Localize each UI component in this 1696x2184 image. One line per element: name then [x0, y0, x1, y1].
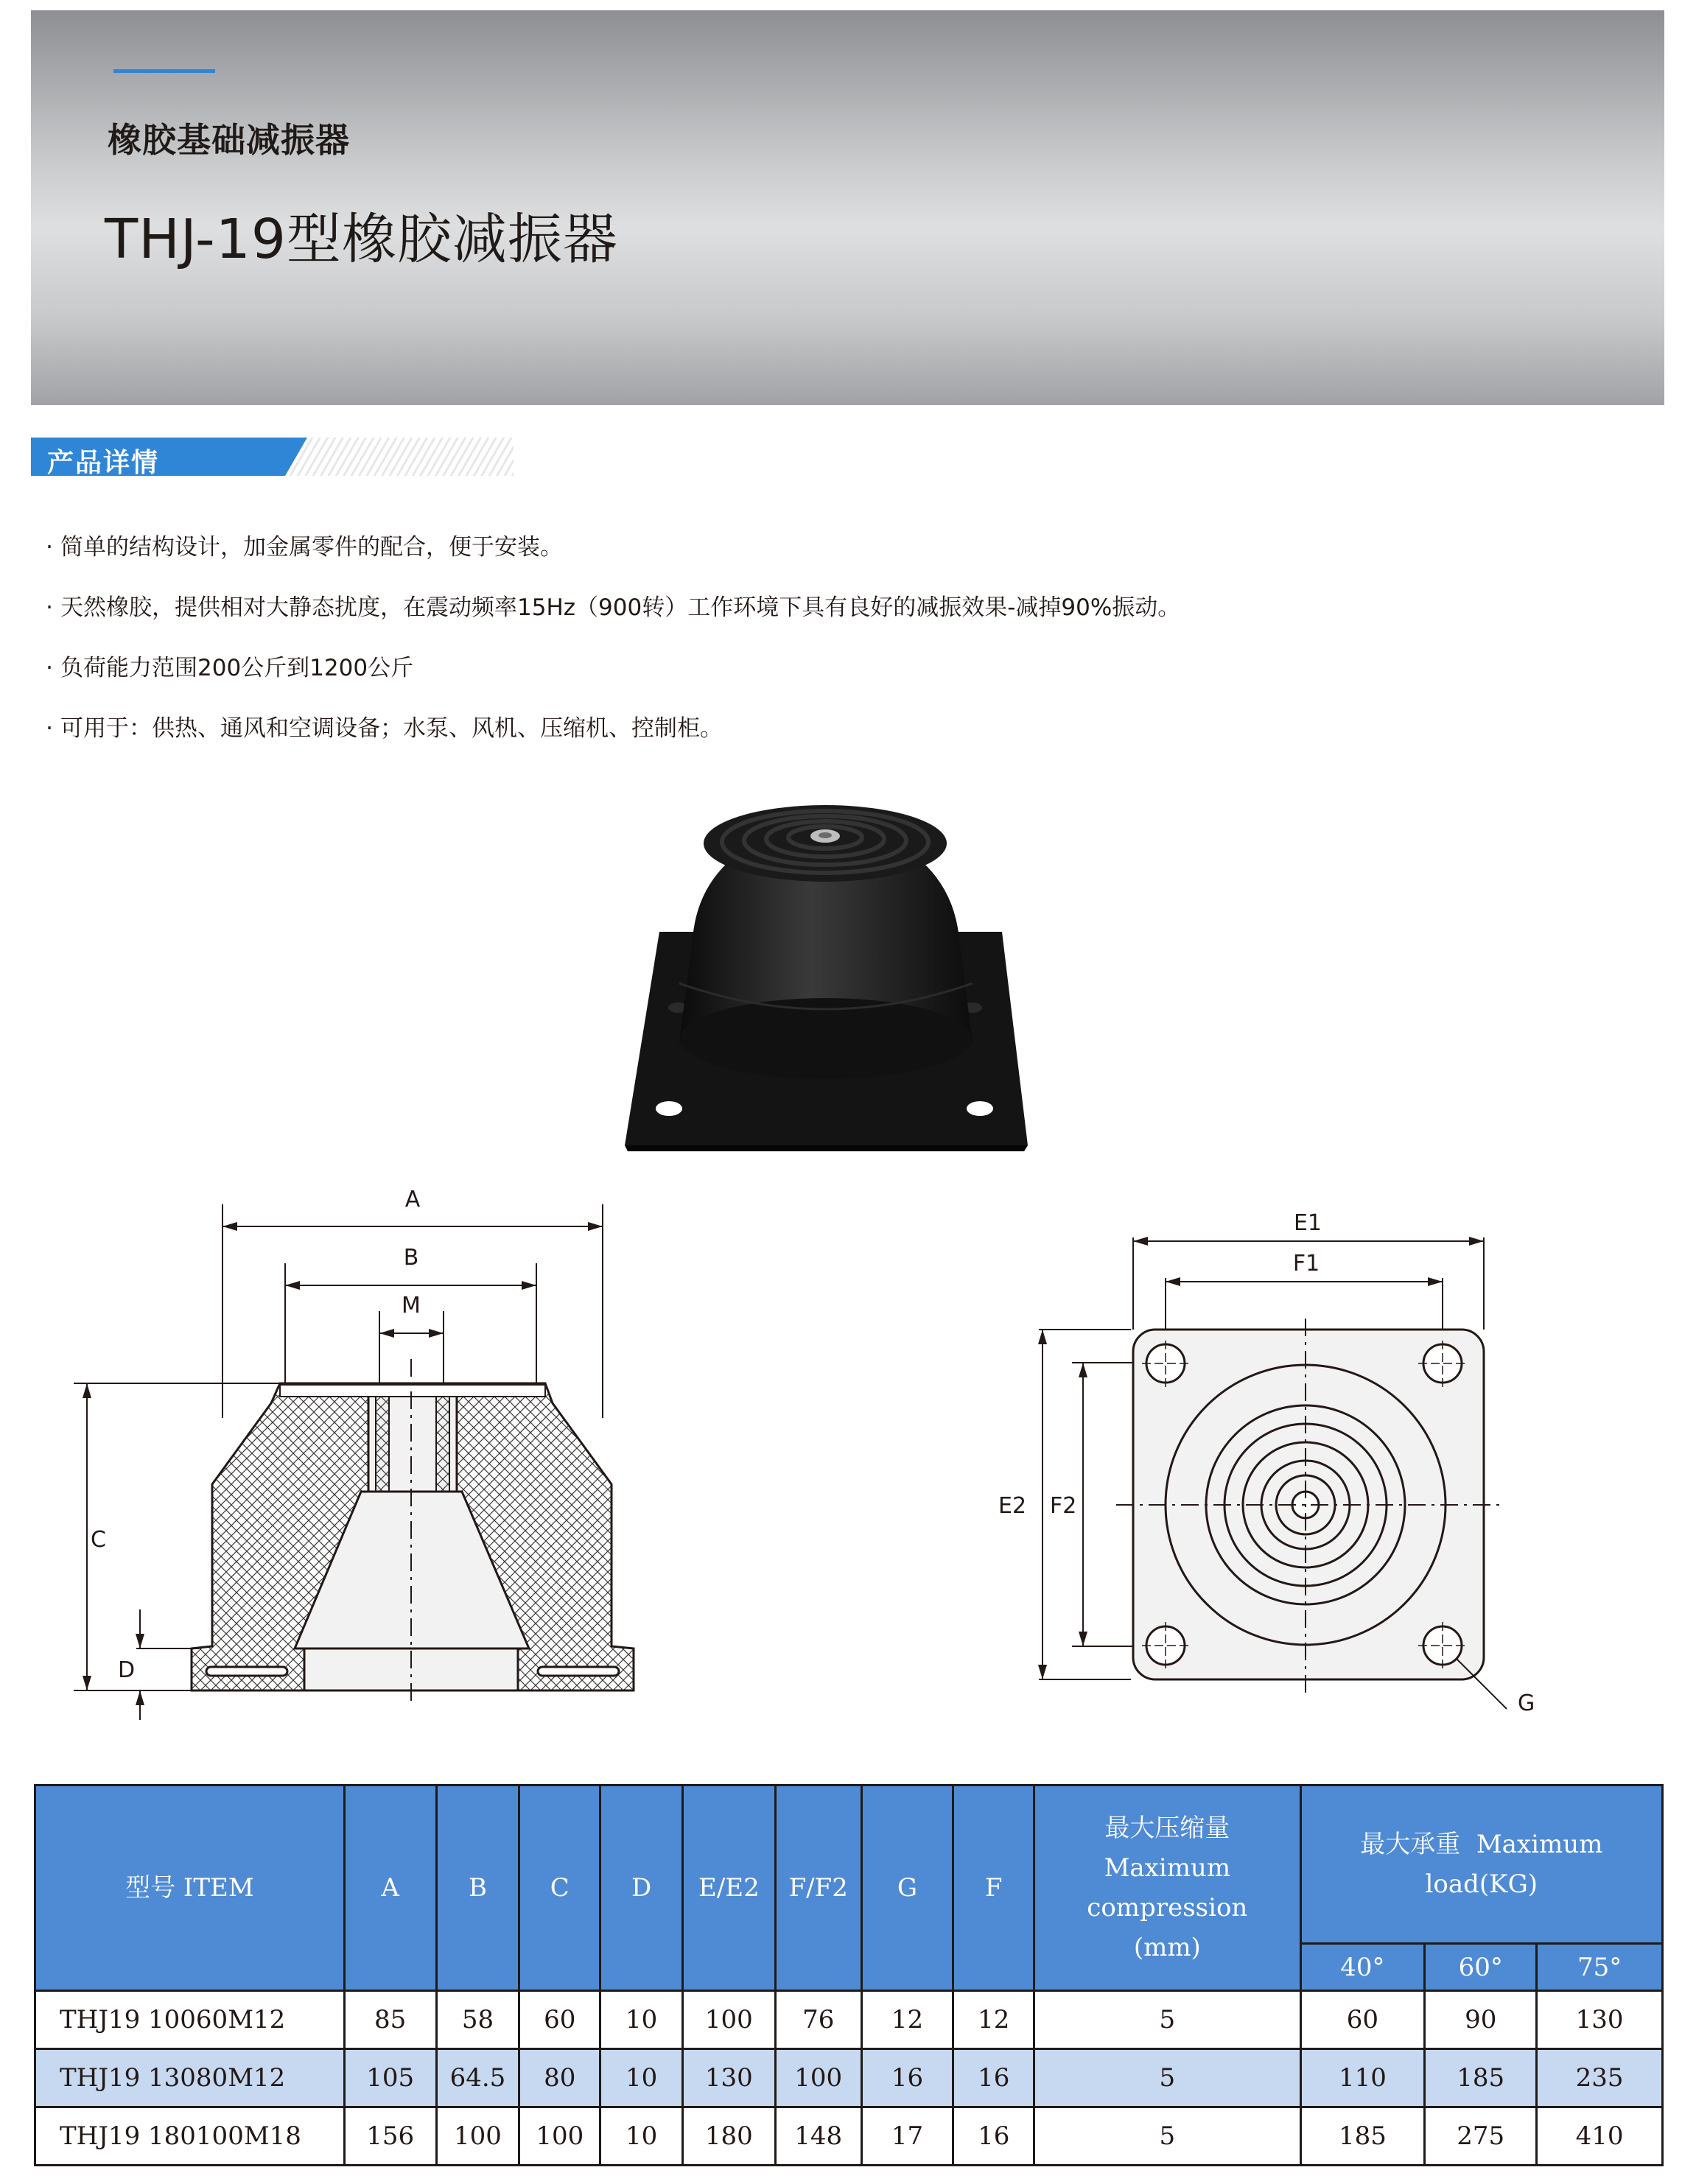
header-f-f2: F/F2 — [775, 1786, 861, 1991]
table-row: THJ19 10060M12 85 58 60 10 100 76 12 12 5 60 90 130 — [35, 1991, 1663, 2049]
accent-line — [113, 69, 215, 73]
dim-label-d: D — [118, 1657, 136, 1683]
dim-label-m: M — [402, 1293, 421, 1319]
header-item: 型号 ITEM — [35, 1786, 345, 1991]
header-load-60: 60° — [1425, 1944, 1537, 1991]
feature-item: · 负荷能力范围200公斤到1200公斤 — [38, 651, 1180, 712]
header-c: C — [519, 1786, 600, 1991]
dim-label-e2: E2 — [998, 1493, 1027, 1519]
dim-label-g: G — [1518, 1690, 1535, 1716]
header-max-load: 最大承重 Maximum load(KG) — [1300, 1786, 1662, 1944]
category-title: 橡胶基础减振器 — [108, 120, 350, 160]
section-drawing — [66, 1175, 656, 1720]
top-view-drawing — [998, 1208, 1558, 1738]
bullet-icon: · — [46, 715, 53, 742]
header-banner — [31, 10, 1664, 405]
section-tab-label: 产品详情 — [47, 448, 160, 478]
header-load-75: 75° — [1537, 1944, 1663, 1991]
table-row: THJ19 180100M18 156 100 100 10 180 148 17 16 5 185 275 410 — [35, 2107, 1663, 2166]
feature-list — [38, 530, 1180, 772]
bullet-icon: · — [46, 594, 53, 621]
dim-label-e1: E1 — [1293, 1210, 1322, 1236]
header-e-e2: E/E2 — [682, 1786, 775, 1991]
header-g: G — [861, 1786, 953, 1991]
dim-label-c: C — [91, 1527, 106, 1553]
dim-label-f2: F2 — [1050, 1493, 1077, 1519]
header-d: D — [600, 1786, 683, 1991]
dim-label-a: A — [404, 1187, 421, 1212]
header-f: F — [953, 1786, 1034, 1991]
header-max-compression: 最大压缩量 Maximum compression (mm) — [1034, 1786, 1300, 1991]
section-tab-product-details — [31, 438, 514, 476]
feature-item: · 天然橡胶，提供相对大静态扰度，在震动频率15Hz（900转）工作环境下具有良好的减振效果-减掉90%振动。 — [38, 591, 1180, 651]
table-row: THJ19 13080M12 105 64.5 80 10 130 100 16 16 5 110 185 235 — [35, 2049, 1663, 2107]
bullet-icon: · — [46, 655, 53, 681]
dim-label-b: B — [403, 1245, 419, 1271]
feature-item: · 简单的结构设计，加金属零件的配合，便于安装。 — [38, 530, 1180, 591]
bullet-icon: · — [46, 534, 53, 561]
header-b: B — [436, 1786, 519, 1991]
spec-table — [34, 1784, 1664, 2166]
header-load-40: 40° — [1300, 1944, 1425, 1991]
product-title: THJ-19型橡胶减振器 — [105, 208, 618, 271]
header-a: A — [344, 1786, 436, 1991]
dim-label-f1: F1 — [1292, 1251, 1320, 1277]
feature-item: · 可用于：供热、通风和空调设备；水泵、风机、压缩机、控制柜。 — [38, 712, 1180, 772]
product-photo — [612, 799, 1039, 1153]
